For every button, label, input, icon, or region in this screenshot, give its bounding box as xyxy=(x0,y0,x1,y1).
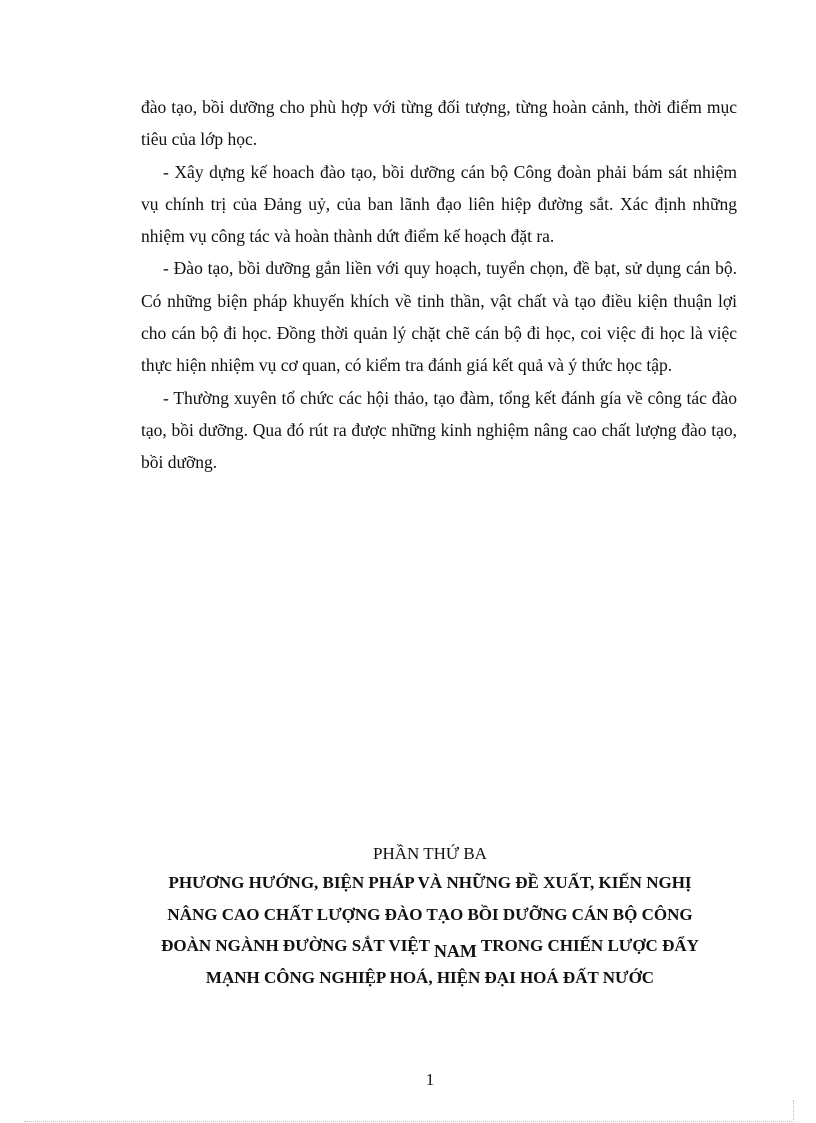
paragraph: đào tạo, bồi dưỡng cho phù hợp với từng đối tượng, từng hoàn cảnh, thời điểm mục tiêu của lớp học. xyxy=(141,97,737,150)
title-text: TRONG CHIẾN LƯỢC ĐẨY xyxy=(476,936,699,955)
paragraph: - Thường xuyên tổ chức các hội thảo, tạo đàm, tổng kết đánh gía về công tác đào tạo, bồi dưỡng. Qua đó rút ra được những kinh nghiệm nâng cao chất lượng đào tạo, bồi dưỡng. xyxy=(141,387,737,473)
section-title-line: NÂNG CAO CHẤT LƯỢNG ĐÀO TẠO BỒI DƯỠNG CÁN BỘ CÔNG xyxy=(167,904,693,924)
section-label: PHẦN THỨ BA xyxy=(373,844,487,863)
section-heading xyxy=(110,841,750,993)
section-title-line: PHƯƠNG HƯỚNG, BIỆN PHÁP VÀ NHỮNG ĐỀ XUẤT, KIẾN NGHỊ xyxy=(168,873,692,892)
title-subscript-word: NAM xyxy=(433,941,477,961)
section-title-line: MẠNH CÔNG NGHIỆP HOÁ, HIỆN ĐẠI HOÁ ĐẤT NƯỚC xyxy=(205,967,655,987)
paragraph: - Xây dựng kế hoach đào tạo, bồi dưỡng cán bộ Công đoàn phải bám sát nhiệm vụ chính trị của Đảng uỷ, của ban lãnh đạo liên hiệp đường sắt. Xác định những nhiệm vụ công tác và hoàn thành dứt điểm kế hoạch đặt ra. xyxy=(141,161,737,247)
page-border-bottom xyxy=(24,1121,794,1122)
section-title xyxy=(110,867,750,993)
section-title-line xyxy=(110,930,750,962)
paragraph: - Đào tạo, bồi dưỡng gắn liền với quy hoạch, tuyển chọn, đề bạt, sử dụng cán bộ. Có những biện pháp khuyến khích về tinh thần, vật chất và tạo điều kiện thuận lợi cho cán bộ đi học. Đồng thời quản lý chặt chẽ cán bộ đi học, coi việc đi học là việc thực hiện nhiệm vụ cơ quan, có kiểm tra đánh giá kết quả và ý thức học tập. xyxy=(141,258,737,376)
title-text: ĐOÀN NGÀNH ĐƯỜNG SẮT VIỆT xyxy=(161,936,434,955)
page-border-right xyxy=(793,1100,794,1122)
body-text xyxy=(141,91,737,479)
page-number: 1 xyxy=(425,1070,435,1089)
